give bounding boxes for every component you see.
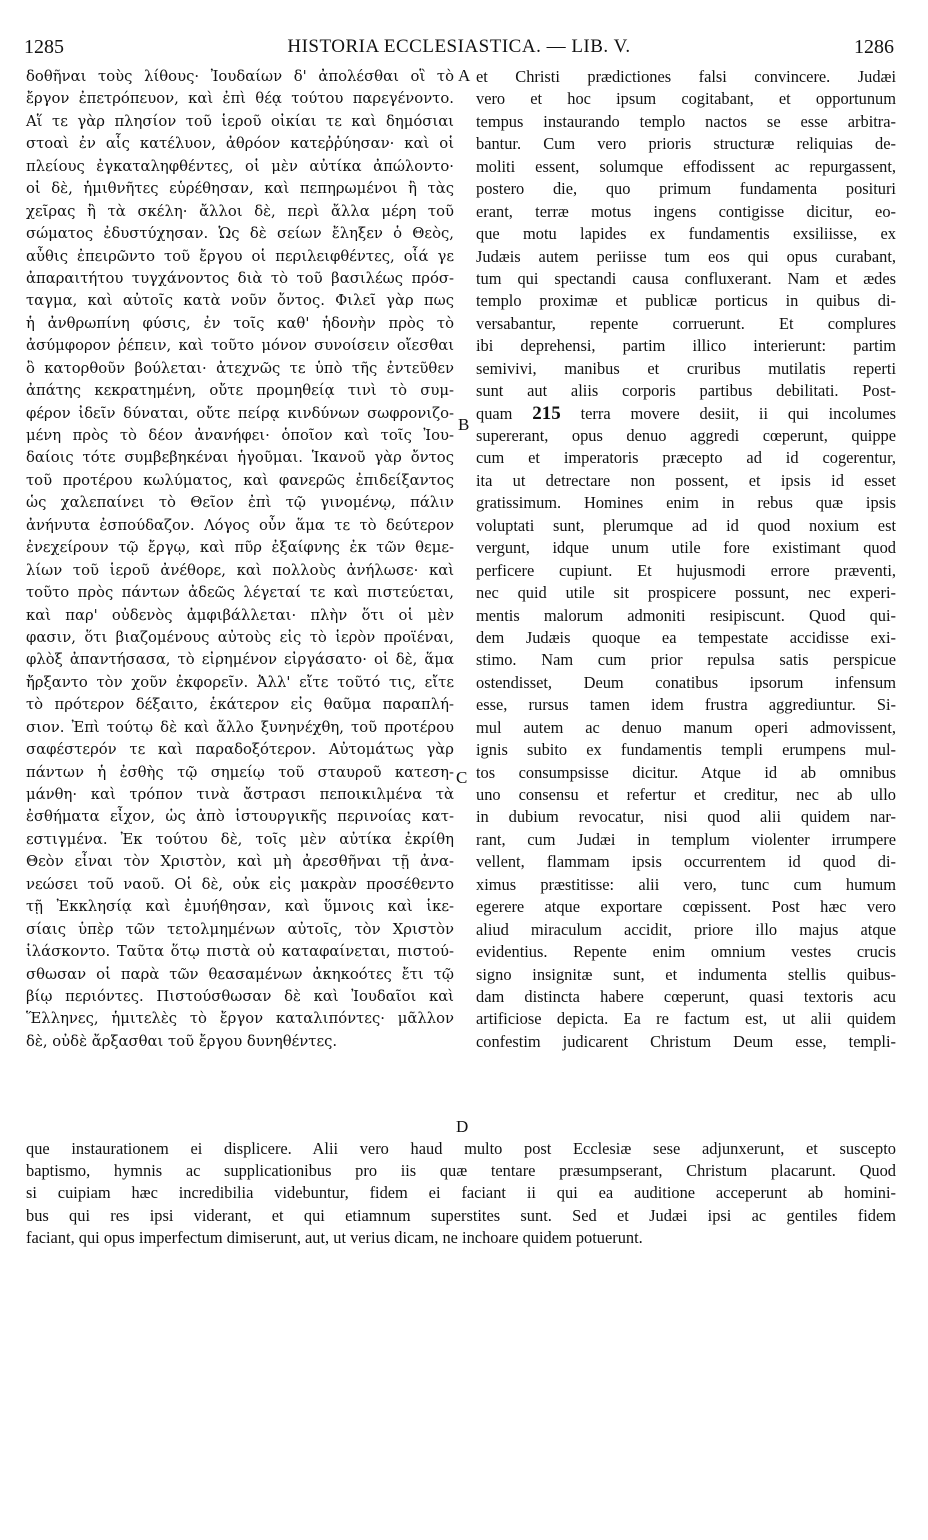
latin-text-line: tum qui spectandi causa confluxerant. Nam et ædes — [476, 268, 896, 288]
greek-text-line: σίαις ὑπὲρ τῶν τετολμημένων αὐτοῖς, τὸν Χριστὸν — [26, 920, 454, 938]
latin-text-line: aliud miraculum accidit, priore illo majus atque — [476, 919, 896, 939]
running-header — [24, 36, 894, 62]
greek-text-line: δαίοις τότε συμβεβηκέναι ἡγοῦμαι. Ἱκανοῦ γὰρ ὄντος — [26, 449, 454, 467]
greek-text-line: ἱλάσκοντο. Ταῦτα ὅτῳ πιστὰ οὐ καταφαίνεται, πιστού- — [26, 943, 454, 961]
latin-text-line: versabantur, repente corruerunt. Et complures — [476, 313, 896, 333]
greek-text-line: μάνθη· καὶ τρόπον τινὰ ἄστρασι πεποικιλμένα τὰ — [26, 786, 454, 803]
greek-text-line: τῇ Ἐκκλησίᾳ καὶ ἐμυήθησαν, καὶ ὕμνοις καὶ ἱκε- — [26, 898, 454, 916]
margin-marker-c: C — [456, 768, 468, 787]
latin-text-line: vero et hoc ipsum cogitabant, et opportunum — [476, 89, 896, 109]
greek-text-line: ἐνεχείρουν τῷ ἔργῳ, καὶ πῦρ ἐξαίφνης ἐκ τῶν θεμε- — [26, 539, 454, 557]
greek-text-line: ἀπαραιτήτου τυγχάνοντος διὰ τὸ τοῦ βασιλέως πρόσ- — [26, 269, 454, 287]
greek-text-line: δὲ, οὐδὲ ἄρξασθαι τοῦ ἔργου δυνηθέντες. — [26, 1032, 338, 1050]
latin-text-line: vellent, flammam ipsis occurrentem id quod di- — [476, 852, 896, 872]
latin-text-line: voluptati sunt, plerumque ad id quod noxium est — [476, 515, 896, 535]
latin-text-line: dem Judæis quoque ea tempestate accidisse exi- — [476, 627, 896, 647]
page-number-right: 1286 — [854, 36, 894, 58]
latin-text-line: tos consumpsisse dicitur. Atque id ab omnibus — [476, 762, 896, 782]
greek-text-line: ἀπάτης κεκρατημένη, οὔτε προμηθείᾳ τινὶ τὸ συμ- — [26, 382, 454, 400]
latin-text-line: ignis subito ex fundamentis templi erumpens mul- — [476, 740, 896, 760]
latin-text-line: templo proximæ et publicæ porticus in quibus di- — [476, 291, 896, 311]
latin-text-line: postero die, quo primum fundamenta posituri — [476, 179, 896, 199]
greek-text-line: καὶ παρ' οὐδενὸς ἀμφιβάλλεται· πλὴν ὅτι οἱ μὲν — [26, 606, 454, 624]
greek-text-line: μένη πρὸς τὸ δέον ἀνανήφει· ὁποῖον καὶ τοῖς Ἰου- — [26, 427, 454, 444]
continuation-text-line: faciant, qui opus imperfectum dimiserunt, aut, ut verius dicam, ne inchoare quidem potuerunt. — [26, 1227, 643, 1247]
full-width-continuation — [26, 1138, 896, 1249]
latin-text-line: mentis malorum admoniti resipiscunt. Quod qui- — [476, 605, 896, 625]
greek-text-line: σθωσαν οἱ παρὰ τῶν θεασαμένων ἀκηκοότες ἔτι τῷ — [26, 965, 454, 983]
margin-marker-d: D — [456, 1117, 469, 1136]
greek-text-line: δοθῆναι τοὺς λίθους· Ἰουδαίων δ' ἀπολέσθαι οἳ τὸ — [26, 68, 454, 85]
latin-text-line: supererant, opus denuo aggredi cœperunt, quippe — [476, 426, 896, 445]
greek-text-line: βίῳ περιόντες. Πιστούσθωσαν δὲ καὶ Ἰουδαῖοι καὶ — [26, 987, 454, 1005]
greek-text-line: σαφέστερόν τε καὶ παραδοξότερον. Αὐτομάτως γὰρ — [26, 741, 454, 759]
latin-text-line: semivivi, manibus et cruribus mutilatis reperti — [476, 358, 896, 378]
latin-text-line: mul autem ac denuo manum operi admovissent, — [476, 717, 896, 737]
latin-text-line: stimo. Nam cum prior repulsa satis perspicue — [476, 650, 896, 670]
latin-text-line: nec quid utile sit prospicere possunt, nec experi- — [476, 583, 896, 603]
latin-text-line: erant, terræ motus ingens contigisse dicitur, eo- — [476, 201, 896, 221]
latin-text-line: Judæis autem periisse tum eos qui opus curabant, — [476, 246, 896, 266]
latin-text-line: ximus præstitisse: alii vero, tunc cum humum — [476, 874, 896, 894]
latin-text-line: esse, rursus tamen idem frustra aggrediuntur. Si- — [476, 695, 896, 715]
greek-text-line: πλείους ἐγκαταληφθέντες, οἱ μὲν αὐτίκα ἀπώλοντο· — [26, 157, 454, 175]
greek-text-line: εστιγμένα. Ἐκ τούτου δὲ, τοῖς μὲν αὐτίκα ἐκρίθη — [26, 830, 454, 848]
greek-text-line: φλὸξ ἀπαντήσασα, τὸ εἰρημένον εἰργάσατο· οἱ δὲ, ἅμα — [26, 651, 454, 669]
greek-text-line: τοῦτο πρὸς πάντων ἀδεῶς λέγεταί τε καὶ πιστεύεται, — [26, 584, 454, 602]
latin-text-line: signo insignitæ sunt, et indumenta stellis quibus- — [476, 964, 896, 984]
greek-text-line: οἱ δὲ, ἡμιθνῆτες εὑρέθησαν, καὶ πεπηρωμένοι ἢ τὰς — [26, 180, 454, 198]
latin-text-line: ibi deprehensi, partim illico interierunt: partim — [476, 336, 896, 356]
continuation-text-line: que instaurationem ei displicere. Alii vero haud multo post Ecclesiæ sese adjunxerunt, et suscepto — [26, 1139, 896, 1158]
greek-text-line: στοαὶ ἐν αἷς κατέλυον, ἀθρόον κατεῤῥύησαν· καὶ οἱ — [26, 135, 454, 153]
latin-text-line: evidentius. Repente enim omnium vestes crucis — [476, 942, 896, 962]
running-title: HISTORIA ECCLESIASTICA. — LIB. V. — [287, 36, 631, 57]
latin-text-line: perficere cupiunt. Et hujusmodi errore præventi, — [476, 560, 896, 580]
latin-text-line: que motu lapides ex fundamentis exsiliisse, ex — [476, 224, 896, 244]
folio-number: 215 — [532, 402, 561, 424]
continuation-text-line: bus qui res ipsi viderant, et qui etiamnum superstites sunt. Sed et Judæi ipsi ac gentiles fidem — [26, 1205, 896, 1225]
greek-text-line: Θεὸν εἶναι τὸν Χριστὸν, καὶ μὴ ἀρεσθῆναι τῇ ἀνα- — [26, 853, 454, 871]
latin-text-line: dam distincta habere cœperunt, quasi textoris acu — [476, 986, 896, 1006]
latin-text-line: tempus instaurando templo nactos se esse arbitra- — [476, 111, 896, 131]
latin-text-line: quam 215 terra movere desiit, ii qui incolumes — [476, 402, 896, 424]
continuation-text-line: si cuipiam hæc incredibilia videbuntur, fidem ei faciant ii qui ea auditione acceperunt ab homini- — [26, 1183, 896, 1203]
greek-text-line: χεῖρας ἢ τὰ σκέλη· ἄλλοι δὲ, περὶ ἄλλα μέρη τοῦ — [26, 202, 454, 220]
greek-text-line: ἀνήνυτα ἐσπούδαζον. Λόγος οὖν ἅμα τε τὸ δεύτερον — [26, 516, 454, 534]
greek-text-line: τοῦ προτέρου κωλύματος, καὶ φανερῶς ἐπιδείξαντος — [26, 471, 454, 489]
greek-text-line: πάντων ἡ ἐσθὴς τῷ σημείῳ τοῦ σταυροῦ κατεση- — [26, 763, 454, 781]
greek-text-line: τὸ πρότερον δέξαιτο, ἑκάτερον εἰς θαῦμα παραπλή- — [26, 696, 454, 714]
latin-text-line: moliti essent, solumque effodissent ac repurgassent, — [476, 156, 896, 176]
greek-text-line: ἔργον ἐπετρόπευον, καὶ ἐπὶ θέᾳ τούτου παρεγένοντο. — [26, 90, 454, 108]
greek-text-line: ὃ κατορθοῦν βούλεται· ἀτεχνῶς τε ὑπὸ τῆς ἐντεῦθεν — [26, 359, 454, 377]
latin-text-line: ita ut detrectare non possent, et ipsis id esset — [476, 470, 896, 490]
greek-text-line: ἀσύμφορον ῥέπειν, καὶ τοῦτο μόνον συνοίσειν οἴεσθαι — [26, 337, 454, 355]
continuation-text-line: baptismo, hymnis ac supplicationibus pro iis quæ tentare præsumpserant, Christum placarunt. Quod — [26, 1161, 896, 1181]
latin-text-line: in dubium revocatur, nisi quod alii quidem nar- — [476, 807, 896, 827]
greek-text-line: ἐσθήματα εἶχον, ὡς ἀπὸ ἱστουργικῆς περινοίας κατ- — [26, 808, 454, 826]
greek-text-line: ἡ ἀνθρωπίνη φύσις, ἐν τοῖς καθ' ἡδονὴν πρὸς τὸ — [26, 314, 454, 332]
latin-text-line: sunt aut aliis corporis partibus debilitati. Post- — [476, 381, 896, 401]
latin-text-line: gratissimum. Homines enim in rebus quæ ipsis — [476, 493, 896, 513]
latin-text-line: vergunt, idque unum utile fore existimant quod — [476, 538, 896, 558]
latin-text-line: rant, cum Judæi in templum violenter irrumpere — [476, 829, 896, 849]
greek-text-line: φέρον ἰδεῖν δύναται, οὔτε πείρᾳ κινδύνων σωφρονιζο- — [26, 404, 454, 422]
latin-text-line: artificiose depicta. Ea re factum est, ut alii quidem — [476, 1009, 896, 1029]
greek-text-line: αὖθις ἐπειρῶντο τοῦ ἔργου οἱ περιλειφθέντες, οἷά γε — [26, 247, 454, 265]
latin-text-line: bantur. Cum vero prioris structuræ reliquias de- — [476, 134, 896, 154]
latin-text-line: egerere atque exportare cœpissent. Post hæc vero — [476, 897, 896, 917]
greek-text-line: σιον. Ἐπὶ τούτῳ δὲ καὶ ἄλλο ξυνηνέχθη, τοῦ προτέρου — [26, 718, 454, 736]
margin-marker-a: A — [458, 66, 471, 85]
latin-text-line: et Christi prædictiones falsi convincere. Judæi — [476, 67, 896, 86]
greek-text-line: φασιν, ὅτι βιαζομένους αὐτοὺς εἰς τὸ ἱερὸν προϊέναι, — [26, 628, 454, 646]
greek-text-line: Αἵ τε γὰρ πλησίον τοῦ ἱεροῦ οἰκίαι τε καὶ δημόσιαι — [26, 112, 454, 130]
greek-text-line: λίων τοῦ ἱεροῦ ἀνέθορε, καὶ πολλοὺς ἀνήλωσε· καὶ — [26, 561, 454, 579]
greek-text-line: νεώσει τοῦ ναοῦ. Οἱ δὲ, οὐκ εἰς μακρὰν προσέθεντο — [26, 875, 454, 893]
greek-text-line: σώματος ἐδυστύχησαν. Ὡς δὲ σείων ἔληξεν ὁ Θεὸς, — [26, 225, 454, 243]
latin-text-line: confestim judicarent Christum Deum esse, templi- — [476, 1031, 896, 1051]
latin-text-line: uno consensu et refertur et creditur, nec ab ullo — [476, 785, 896, 804]
latin-text-line: cum et imperatoris præcepto ad id cogerentur, — [476, 448, 896, 468]
greek-text-line: Ἕλληνες, ἡμιτελὲς τὸ ἔργον καταλιπόντες· μᾶλλον — [26, 1010, 454, 1028]
greek-text-line: ταγμα, καὶ αὐτοῖς κατὰ νοῦν ὄντος. Φιλεῖ γὰρ πως — [26, 292, 454, 310]
greek-text-line: ὡς χαλεπαίνει τὸ Θεῖον ἐπὶ τῷ γινομένῳ, πάλιν — [26, 494, 454, 512]
margin-marker-b: B — [458, 415, 470, 434]
greek-text-column — [26, 66, 454, 1053]
latin-text-column — [476, 66, 896, 1053]
latin-text-line: ostendisset, Deum conatibus ipsorum infensum — [476, 672, 896, 692]
page-number-left: 1285 — [24, 36, 64, 58]
greek-text-line: ἤρξαντο τὸν χοῦν ἐκφορεῖν. Ἀλλ' εἴτε τοῦτό τις, εἴτε — [26, 673, 454, 691]
